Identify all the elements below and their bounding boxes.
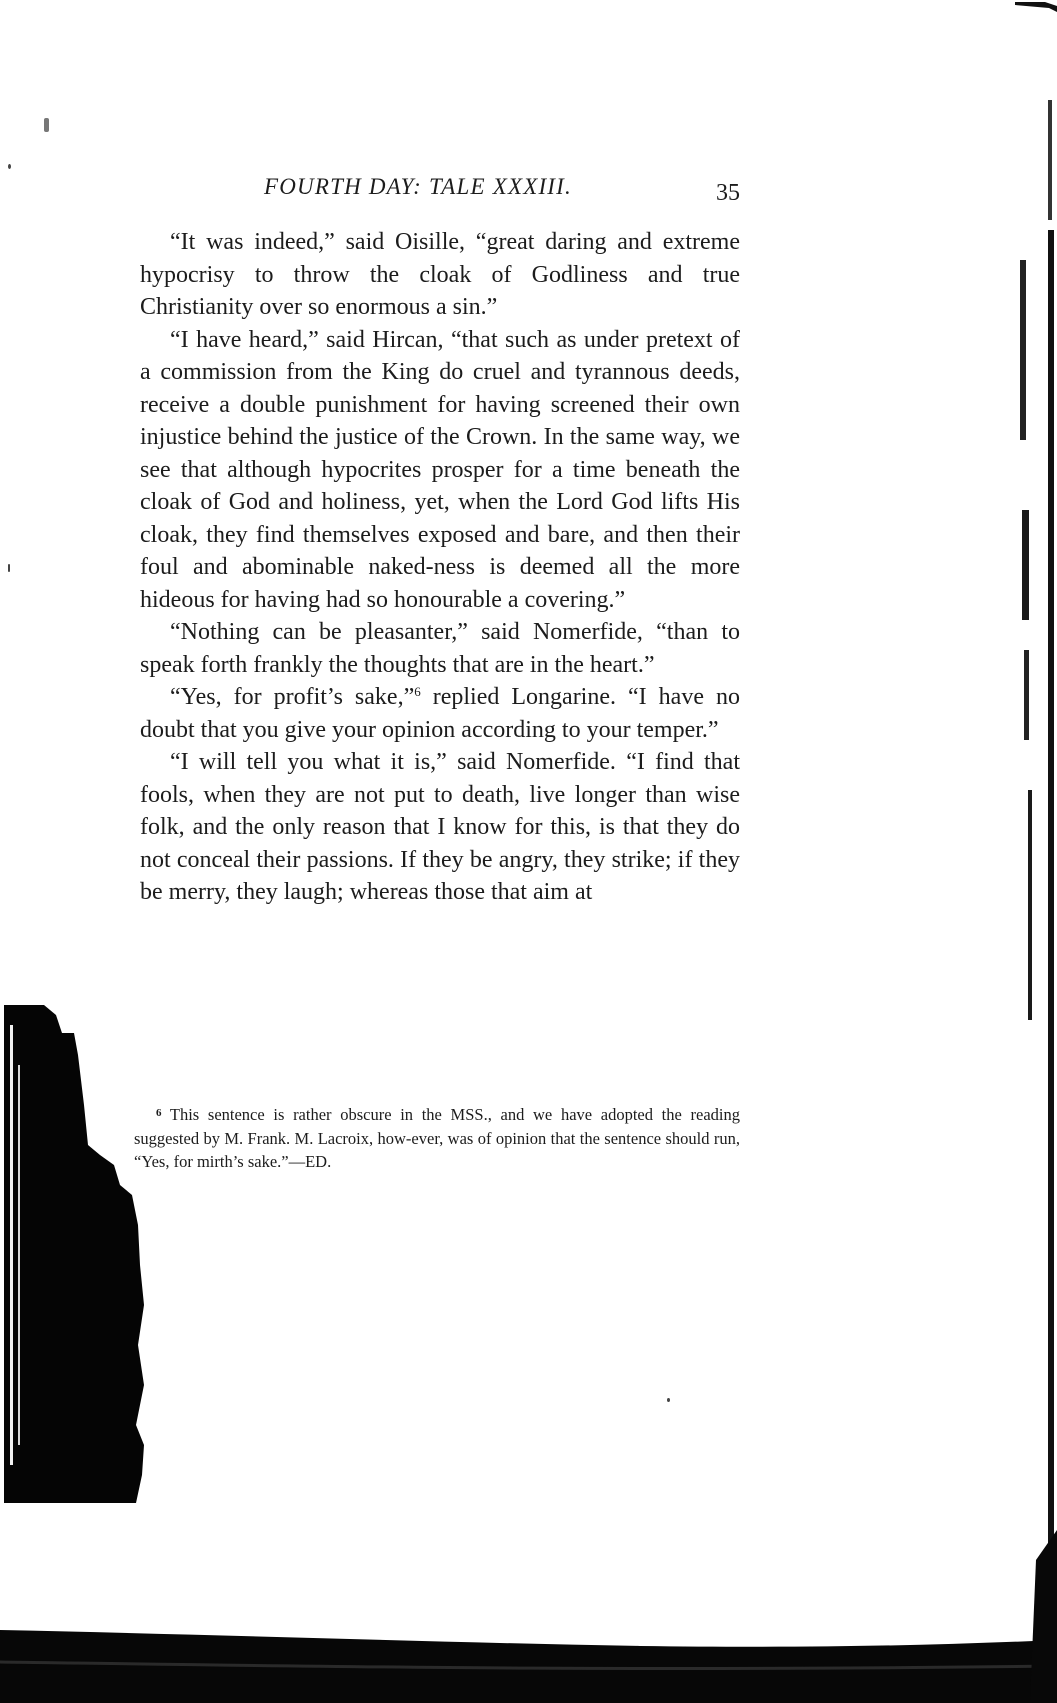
scan-speck	[8, 164, 11, 169]
paragraph-text: “Yes, for profit’s sake,”	[170, 684, 415, 710]
scan-mark-top	[1015, 0, 1057, 14]
running-head	[140, 174, 740, 208]
page-number: 35	[716, 180, 740, 206]
scan-shadow-left	[4, 1005, 144, 1503]
scan-speck	[44, 118, 49, 132]
paragraph: “I will tell you what it is,” said Nomerfide. “I find that fools, when they are not put to death, live longer than wise folk, and the only reason that I know for this, is that they do not conceal their passions. If they be angry, they strike; if they be merry, they laugh; whereas those that aim at	[140, 749, 740, 905]
footnote-marker: 6	[156, 1107, 162, 1119]
paragraph	[140, 681, 740, 746]
footnote-paragraph	[134, 1103, 740, 1174]
paragraph: “It was indeed,” said Oisille, “great daring and extreme hypocrisy to throw the cloak of Godliness and true Christianity over so enormous a sin.”	[140, 229, 740, 320]
paragraph: “I have heard,” said Hircan, “that such as under pretext of a commission from the King do cruel and tyrannous deeds, receive a double punishment for having screened their own injustice behind the justice of the Crown. In the same way, we see that although hypocrites prosper for a time beneath the cloak of God and holiness, yet, when the Lord God lifts His cloak, they find themselves exposed and bare, and then their foul and abominable naked-ness is deemed all the more hideous for having had so honourable a covering.”	[140, 326, 740, 613]
footnote-reference: 6	[414, 684, 421, 699]
scan-speck	[8, 564, 10, 572]
body-text	[140, 226, 740, 909]
running-title: FOURTH DAY: TALE XXXIII.	[264, 174, 572, 199]
paragraph-text: replied Longarine. “I have no doubt that you give your opinion according to your temper.”	[140, 684, 740, 743]
scan-margin-right	[1010, 90, 1057, 1703]
scan-speck	[667, 1398, 670, 1402]
footnote	[134, 1103, 740, 1174]
scan-shadow-bottom	[0, 1622, 1057, 1703]
footnote-text: This sentence is rather obscure in the MSS., and we have adopted the reading suggested by M. Frank. M. Lacroix, how-ever, was of opinion that the sentence should run, “Yes, for mirth’s sake.”—ED.	[134, 1105, 740, 1171]
paragraph: “Nothing can be pleasanter,” said Nomerfide, “than to speak forth frankly the thoughts that are in the heart.”	[140, 619, 740, 678]
